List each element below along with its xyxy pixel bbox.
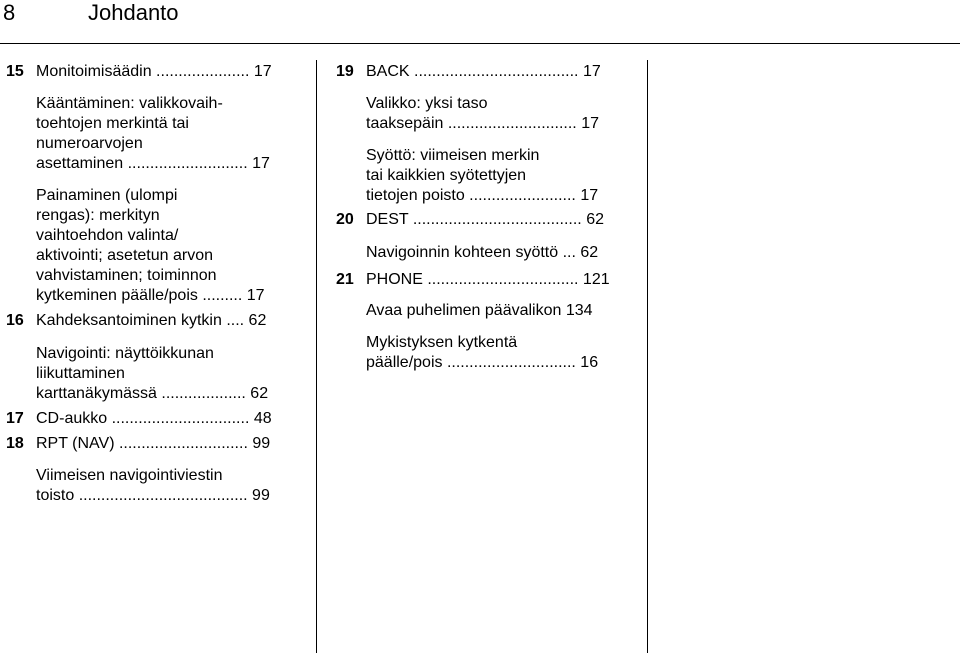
item-text: PHONE .................................. 121 [366, 271, 610, 288]
item-text: Valikko: yksi taso taaksepäin ............................. 17 [366, 95, 599, 132]
page-header [0, 0, 960, 30]
item-number: 21 [336, 271, 354, 288]
item-text: Kahdeksantoiminen kytkin .... 62 [36, 312, 267, 329]
header-rule [0, 43, 960, 44]
item-number: 15 [6, 63, 24, 80]
column-divider-left [316, 60, 317, 653]
item-text: Navigointi: näyttöikkunan liikuttaminen karttanäkymässä ................... 62 [36, 345, 269, 402]
item-text: Kääntäminen: valikkovaih- toehtojen merkintä tai numeroarvojen asettaminen ........................... 17 [36, 95, 270, 172]
item-text: BACK ..................................... 17 [366, 63, 601, 80]
item-text: Navigoinnin kohteen syöttö ... 62 [366, 244, 599, 261]
item-number: 16 [6, 312, 24, 329]
item-number: 20 [336, 211, 354, 228]
item-text: DEST ...................................... 62 [366, 211, 604, 228]
item-number: 18 [6, 435, 24, 452]
column-divider-right [647, 60, 648, 653]
item-number: 19 [336, 63, 354, 80]
item-text: Painaminen (ulompi rengas): merkityn vaihtoehdon valinta/ aktivointi; asetetun arvon vahvistaminen; toiminnon kytkeminen päälle/pois ......... 17 [36, 187, 265, 304]
item-text: Viimeisen navigointiviestin toisto ...................................... 99 [36, 467, 270, 504]
item-text: RPT (NAV) ............................. 99 [36, 435, 271, 452]
item-text: Avaa puhelimen päävalikon 134 [366, 302, 593, 319]
item-number: 17 [6, 410, 24, 427]
page-number: 8 [3, 0, 16, 25]
item-text: Monitoimisäädin ..................... 17 [36, 63, 272, 80]
item-text: Syöttö: viimeisen merkin tai kaikkien syötettyjen tietojen poisto ........................ 17 [366, 147, 599, 204]
item-text: Mykistyksen kytkentä päälle/pois ............................. 16 [366, 334, 599, 371]
chapter-title: Johdanto [88, 0, 179, 25]
item-text: CD-aukko ............................... 48 [36, 410, 272, 427]
